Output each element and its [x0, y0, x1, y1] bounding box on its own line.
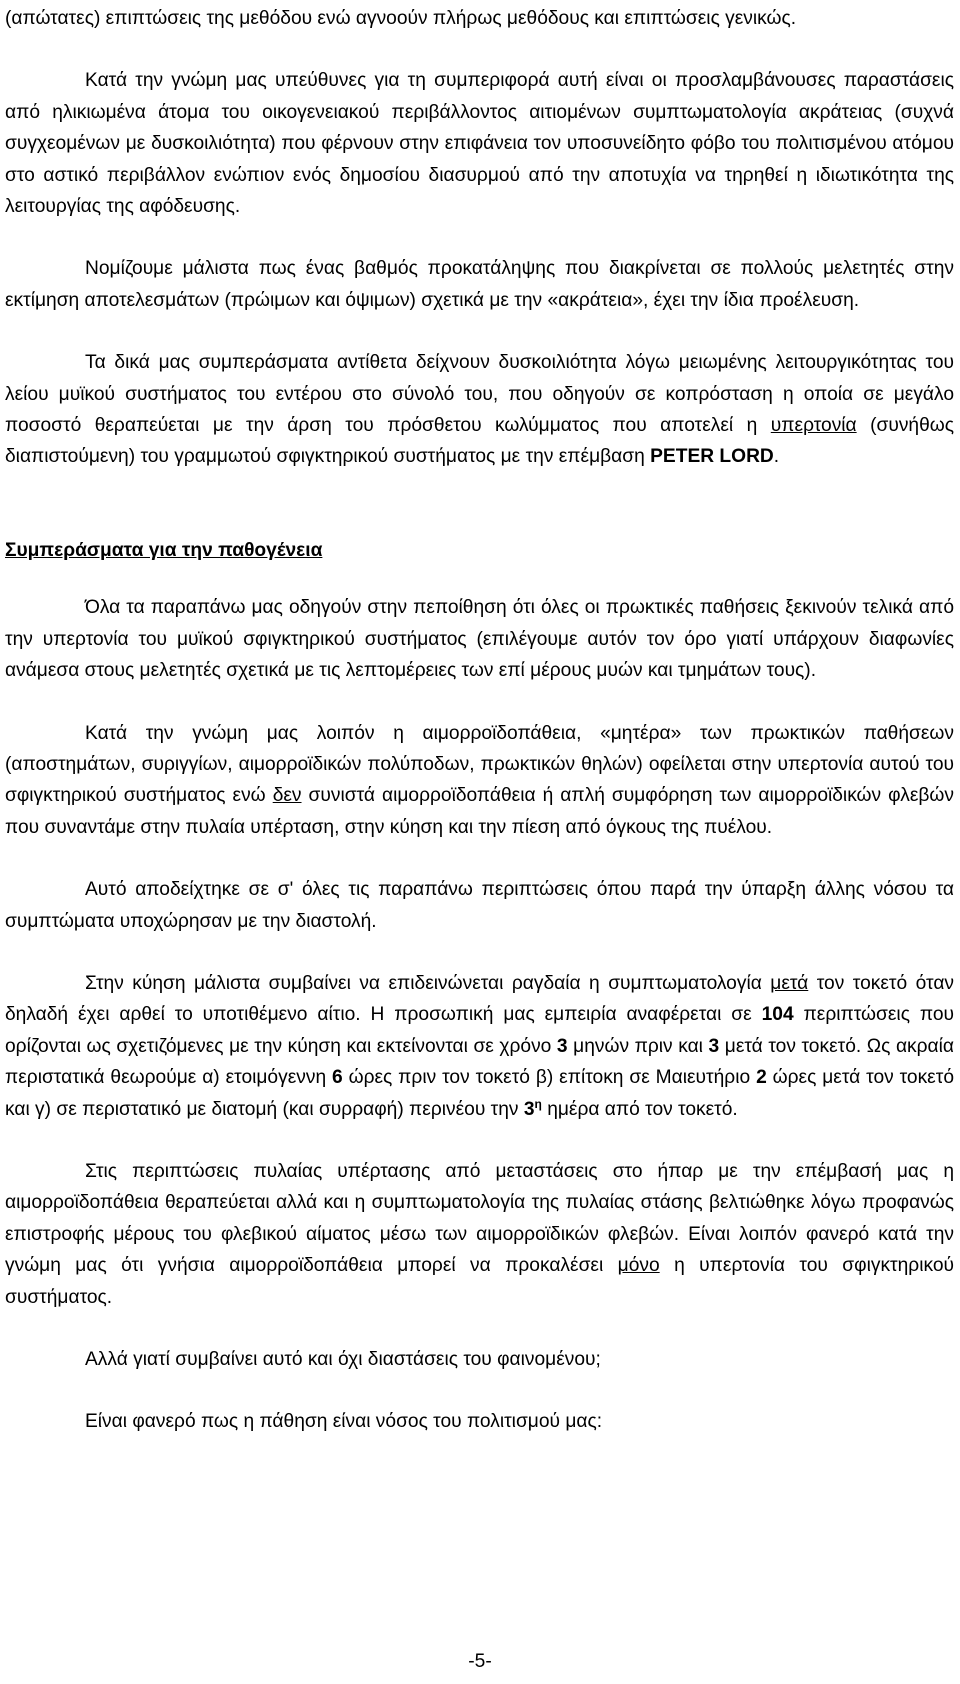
bold-term: PETER LORD — [650, 446, 774, 468]
paragraph-text: Κατά την γνώμη μας υπεύθυνες για τη συμπεριφορά αυτή είναι οι προσλαμβάνουσες παραστάσεις από ηλικιωμένα άτομα του οικογενειακού περιβάλλοντος αιτιομένων συμπτωματολογία ακράτειας (συχνά συγχεομένων με δυσκοιλιότητα) που φέρνουν στην επιφάνεια τον υποσυνείδητο φόβο του πολιτισμένου ατόμου στο αστικό περιβάλλον ενώπιον ενός δημοσίου διασυρμού από την αποτυχία να τηρηθεί η ιδιωτικότητα της λειτουργίας της αφόδευσης. — [5, 70, 954, 218]
paragraph-proven — [5, 874, 954, 937]
paragraph-prejudice — [5, 253, 954, 316]
bold-number: 3 — [523, 1098, 535, 1120]
paragraph-all-diseases — [5, 592, 954, 686]
paragraph-text: μηνών πριν και — [567, 1035, 709, 1057]
paragraph-text: ώρες πριν τον τοκετό β) επίτοκη σε Μαιευτήριο — [342, 1067, 757, 1089]
paragraph-text: Νομίζουμε μάλιστα πως ένας βαθμός προκατάληψης που διακρίνεται σε πολλούς μελετητές στην εκτίμηση αποτελεσμάτων (πρώιμων και όψιμων) σχετικά με την «ακράτεια», έχει την ίδια προέλευση. — [5, 258, 954, 311]
paragraph-text: συνιστά αιμορροϊδοπάθεια ή απλή συμφόρηση των αιμορροϊδικών φλεβών που συναντάμε στην πυλαία υπέρταση, στην κύηση και την πίεση από όγκους της πυέλου. — [5, 785, 954, 838]
paragraph-civilization — [5, 1406, 954, 1437]
paragraph-hemorrhoids — [5, 718, 954, 844]
paragraph-text: ώρες μετά τον τοκετό και γ) σε περιστατικό με διατομή (και συρραφή) περινέου την — [5, 1067, 954, 1120]
underlined-term: μόνο — [617, 1255, 660, 1277]
paragraph-text: περιπτώσεις που ορίζονται ως σχετιζόμενες με την κύηση και εκτείνονται σε χρόνο — [5, 1004, 954, 1057]
superscript: η — [534, 1096, 542, 1111]
paragraph-text: τον τοκετό όταν δηλαδή έχει αρθεί το υποτιθέμενο αίτιο. Η προσωπική μας εμπειρία αναφέρεται σε — [5, 972, 954, 1026]
paragraph-text: (συνήθως διαπιστούμενη) του γραμμωτού σφιγκτηρικού συστήματος με την επέμβαση — [5, 415, 954, 468]
underlined-term: δεν — [272, 785, 302, 807]
bold-number: 3 — [556, 1035, 568, 1057]
paragraph-text: . — [773, 446, 780, 468]
bold-number: 2 — [756, 1067, 767, 1089]
paragraph-text: Στην κύηση μάλιστα συμβαίνει να επιδεινώνεται ραγδαία η συμπτωματολογία — [85, 972, 771, 994]
paragraph-pregnancy — [5, 968, 954, 1125]
bold-number: 3 — [708, 1035, 720, 1057]
paragraph-text: Κατά την γνώμη μας λοιπόν η αιμορροϊδοπάθεια, «μητέρα» των πρωκτικών παθήσεων (αποστημάτων, συριγγίων, αιμορροϊδικών πολύποδων, πρωκτικών θηλών) οφείλεται στην υπερτονία αυτού του σφιγκτηρικού συστήματος ενώ — [5, 722, 954, 807]
paragraph-text: Όλα τα παραπάνω μας οδηγούν στην πεποίθηση ότι όλες οι πρωκτικές παθήσεις ξεκινούν τελικά από την υπερτονία του μυϊκού σφιγκτηρικού συστήματος (επιλέγουμε αυτόν τον όρο γιατί υπάρχουν διαφωνίες ανάμεσα στους μελετητές σχετικά με τις λεπτομέρειες των επί μέρους μυών και τμημάτων τους). — [5, 597, 954, 682]
paragraph-text: Είναι φανερό πως η πάθηση είναι νόσος του πολιτισμού μας: — [85, 1411, 603, 1433]
paragraph-portal-hypertension — [5, 1156, 954, 1313]
paragraph-text: Αλλά γιατί συμβαίνει αυτό και όχι διαστάσεις του φαινομένου; — [85, 1349, 601, 1370]
paragraph-text: (απώτατες) επιπτώσεις της μεθόδου ενώ αγνοούν πλήρως μεθόδους και επιπτώσεις γενικώς. — [5, 8, 797, 29]
paragraph-continued — [5, 3, 954, 34]
bold-number: 104 — [761, 1004, 794, 1026]
paragraph-question — [5, 1344, 954, 1375]
paragraph-our-conclusions — [5, 347, 954, 473]
paragraph-text: μετά τον τοκετό. Ως ακραία περιστατικά θεωρούμε α) ετοιμόγεννη — [5, 1035, 954, 1089]
paragraph-text: Αυτό αποδείχτηκε σε σ' όλες τις παραπάνω περιπτώσεις όπου παρά την ύπαρξη άλλης νόσου τα συμπτώματα υποχώρησαν με την διαστολή. — [5, 879, 954, 932]
paragraph-text: Τα δικά μας συμπεράσματα αντίθετα δείχνουν δυσκοιλιότητα λόγω μειωμένης λειτουργικότητας του λείου μυϊκού συστήματος του εντέρου στο σύνολό του, που οδηγούν σε κοπρόσταση η οποία σε μεγάλο ποσοστό θεραπεύεται με την άρση του πρόσθετου κωλύμματος που αποτελεί η — [5, 352, 954, 437]
paragraph-behavior-cause — [5, 65, 954, 222]
document-body — [5, 0, 954, 1438]
underlined-term: μετά — [770, 972, 809, 994]
page-number: -5- — [468, 1651, 492, 1672]
section-heading: Συμπεράσματα για την παθογένεια — [5, 539, 323, 561]
paragraph-text: Στις περιπτώσεις πυλαίας υπέρτασης από μεταστάσεις στο ήπαρ με την επέμβασή μας η αιμορροϊδοπάθεια θεραπεύεται αλλά και η συμπτωματολογία της πυλαίας στάσης βελτιώθηκε λόγω προφανώς επιστροφής μέρους του φλεβικού αίματος μέσω των αιμορροϊδικών φλεβών. Είναι λοιπόν φανερό κατά την γνώμη μας ότι γνήσια αιμορροϊδοπάθεια μπορεί να προκαλέσει — [5, 1160, 954, 1277]
paragraph-text: ημέρα από τον τοκετό. — [541, 1098, 738, 1120]
bold-number: 6 — [332, 1067, 343, 1089]
underlined-term: υπερτονία — [770, 415, 857, 437]
paragraph-text: η υπερτονία του σφιγκτηρικού συστήματος. — [5, 1255, 954, 1308]
